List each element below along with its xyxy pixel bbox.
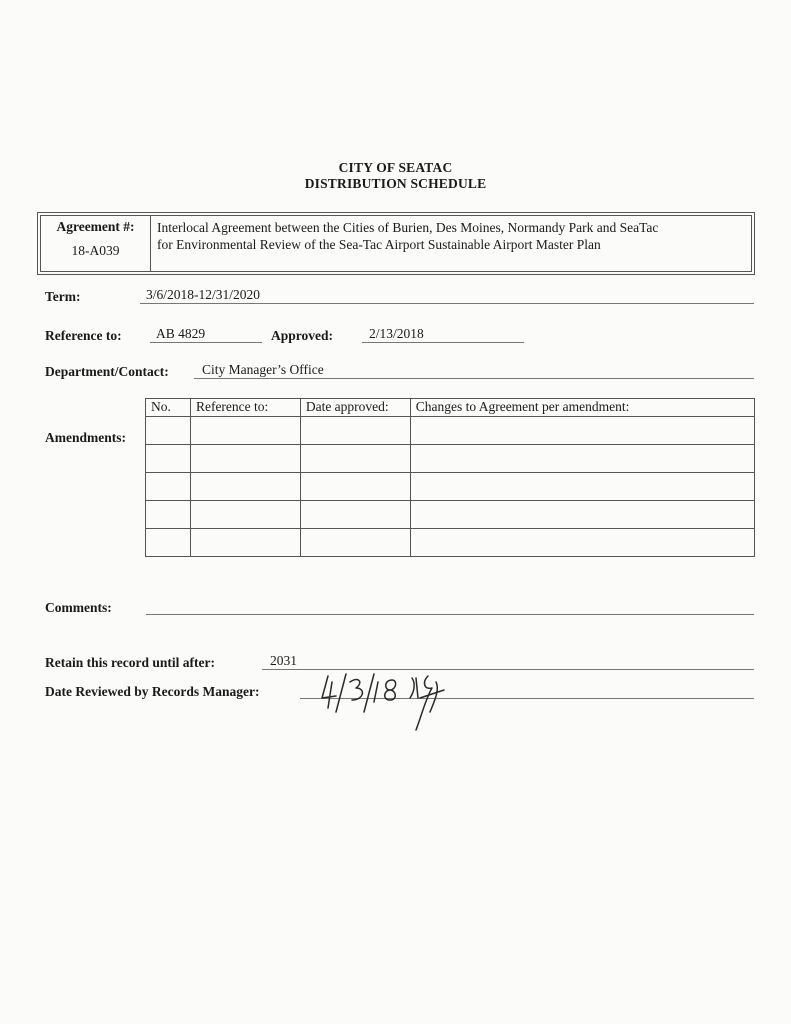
amendments-label: Amendments:	[45, 430, 126, 445]
agreement-description-cell	[151, 215, 752, 272]
agreement-box	[37, 212, 755, 275]
table-row	[146, 501, 755, 529]
column-header-date-approved: Date approved:	[300, 399, 410, 417]
department-value: City Manager’s Office	[202, 362, 324, 377]
reference-underline	[150, 342, 262, 343]
table-row	[146, 473, 755, 501]
approved-underline	[362, 342, 524, 343]
table-row	[146, 417, 755, 445]
reference-label: Reference to:	[45, 328, 122, 343]
amendments-header-row	[146, 399, 755, 417]
department-underline	[194, 378, 754, 379]
column-header-no: No.	[146, 399, 191, 417]
retain-value: 2031	[270, 653, 297, 668]
retain-label: Retain this record until after:	[45, 655, 215, 670]
comments-underline	[146, 614, 754, 615]
term-value: 3/6/2018-12/31/2020	[146, 287, 260, 302]
term-underline	[140, 303, 754, 304]
review-label: Date Reviewed by Records Manager:	[45, 684, 260, 699]
agreement-label: Agreement #:	[56, 219, 135, 234]
table-row	[146, 529, 755, 557]
term-label: Term:	[45, 289, 81, 304]
department-label: Department/Contact:	[45, 364, 169, 379]
amendments-table	[145, 398, 755, 557]
handwritten-signature	[312, 668, 472, 738]
agreement-description-line-1: Interlocal Agreement between the Cities of Burien, Des Moines, Normandy Park and SeaTac	[157, 220, 659, 235]
approved-label: Approved:	[271, 328, 334, 343]
agreement-number-cell	[40, 215, 151, 272]
agreement-number: 18-A039	[71, 243, 120, 258]
document-subtitle: DISTRIBUTION SCHEDULE	[304, 176, 487, 191]
agreement-description-line-2: for Environmental Review of the Sea-Tac Airport Sustainable Airport Master Plan	[157, 237, 601, 252]
column-header-reference: Reference to:	[190, 399, 300, 417]
approved-value: 2/13/2018	[369, 326, 424, 341]
reference-value: AB 4829	[156, 326, 206, 341]
table-row	[146, 445, 755, 473]
document-title: CITY OF SEATAC	[338, 160, 453, 175]
column-header-changes: Changes to Agreement per amendment:	[410, 399, 754, 417]
comments-label: Comments:	[45, 600, 112, 615]
